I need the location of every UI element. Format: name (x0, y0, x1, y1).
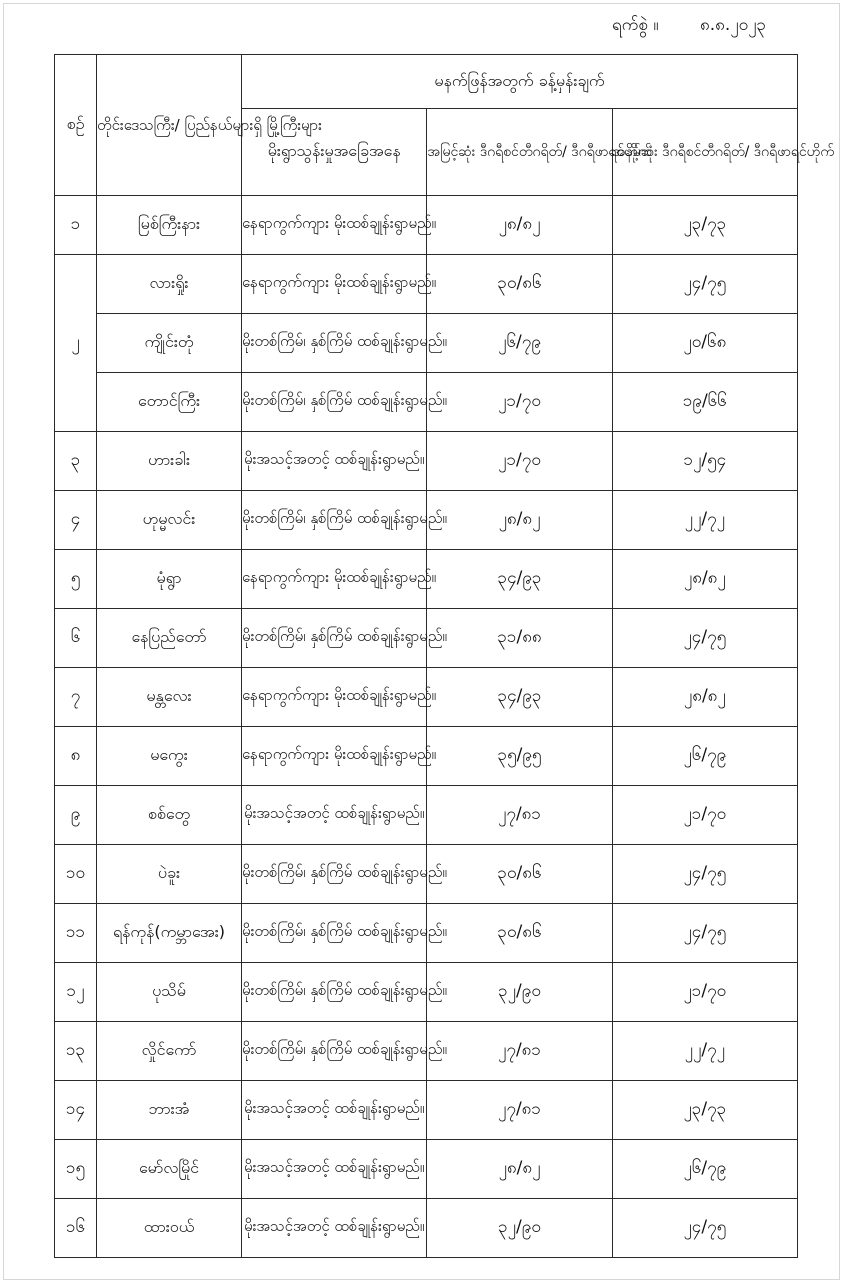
cell-max-temp: ၃၂/၉၀ (427, 963, 612, 1022)
table-row (55, 314, 798, 373)
cell-rain-condition: မိုးတစ်ကြိမ်၊ နှစ်ကြိမ် ထစ်ချုန်းရွာမည်။ (242, 609, 427, 668)
header-serial-no: စဉ် (55, 55, 97, 196)
cell-rain-condition: နေရာကွက်ကျား မိုးထစ်ချုန်းရွာမည်။ (242, 727, 427, 786)
cell-rain-condition: မိုးတစ်ကြိမ်၊ နှစ်ကြိမ် ထစ်ချုန်းရွာမည်။ (242, 491, 427, 550)
cell-rain-condition: မိုးအသင့်အတင့် ထစ်ချုန်းရွာမည်။ (242, 1140, 427, 1199)
cell-min-temp: ၂၃/၇၃ (612, 196, 797, 255)
cell-rain-condition: နေရာကွက်ကျား မိုးထစ်ချုန်းရွာမည်။ (242, 255, 427, 314)
cell-max-temp: ၂၆/၇၉ (427, 314, 612, 373)
cell-max-temp: ၃၄/၉၃ (427, 550, 612, 609)
cell-serial-no: ၂ (55, 255, 97, 432)
header-rain-condition: မိုးရွာသွန်းမှုအခြေအနေ (242, 109, 427, 196)
cell-city: ရန်ကုန်(ကမ္ဘာအေး) (97, 904, 242, 963)
table-row (55, 255, 798, 314)
cell-max-temp: ၃၂/၉၀ (427, 1199, 612, 1258)
table-row (55, 550, 798, 609)
table-row (55, 196, 798, 255)
cell-serial-no: ၁၂ (55, 963, 97, 1022)
cell-min-temp: ၂၄/၇၅ (612, 255, 797, 314)
cell-min-temp: ၂၈/၈၂ (612, 668, 797, 727)
cell-serial-no: ၁၃ (55, 1022, 97, 1081)
cell-min-temp: ၂၁/၇၀ (612, 963, 797, 1022)
cell-city: ဟုမ္မလင်း (97, 491, 242, 550)
cell-city: ပဲခူး (97, 845, 242, 904)
cell-serial-no: ၁၄ (55, 1081, 97, 1140)
cell-min-temp: ၂၀/၆၈ (612, 314, 797, 373)
cell-min-temp: ၂၄/၇၅ (612, 1199, 797, 1258)
header-forecast-group: မနက်ဖြန်အတွက် ခန့်မှန်းချက် (242, 55, 798, 109)
cell-min-temp: ၂၁/၇၀ (612, 786, 797, 845)
cell-rain-condition: နေရာကွက်ကျား မိုးထစ်ချုန်းရွာမည်။ (242, 196, 427, 255)
cell-serial-no: ၄ (55, 491, 97, 550)
forecast-table (54, 54, 835, 1258)
cell-min-temp: ၂၈/၈၂ (612, 550, 797, 609)
cell-rain-condition: မိုးအသင့်အတင့် ထစ်ချုန်းရွာမည်။ (242, 786, 427, 845)
cell-serial-no: ၁ (55, 196, 97, 255)
cell-rain-condition: မိုးတစ်ကြိမ်၊ နှစ်ကြိမ် ထစ်ချုန်းရွာမည်။ (242, 1022, 427, 1081)
table-row (55, 963, 798, 1022)
cell-max-temp: ၃၀/၈၆ (427, 255, 612, 314)
cell-rain-condition: မိုးတစ်ကြိမ်၊ နှစ်ကြိမ် ထစ်ချုန်းရွာမည်။ (242, 845, 427, 904)
table-row (55, 668, 798, 727)
cell-min-temp: ၁၉/၆၆ (612, 373, 797, 432)
cell-rain-condition: မိုးအသင့်အတင့် ထစ်ချုန်းရွာမည်။ (242, 1199, 427, 1258)
cell-max-temp: ၃၅/၉၅ (427, 727, 612, 786)
cell-city: ပုသိမ် (97, 963, 242, 1022)
header-max-temp: အမြင့်ဆုံး ဒီဂရီစင်တီဂရိတ်/ ဒီဂရီဖာရင်ဟိုက် (427, 109, 612, 196)
cell-max-temp: ၃၁/၈၈ (427, 609, 612, 668)
table-row (55, 373, 798, 432)
cell-max-temp: ၂၈/၈၂ (427, 196, 612, 255)
cell-city: ထားဝယ် (97, 1199, 242, 1258)
cell-min-temp: ၁၂/၅၄ (612, 432, 797, 491)
cell-max-temp: ၂၈/၈၂ (427, 491, 612, 550)
cell-city: လားရှိုး (97, 255, 242, 314)
cell-min-temp: ၂၆/၇၉ (612, 1140, 797, 1199)
cell-city: လှိုင်ကော် (97, 1022, 242, 1081)
cell-max-temp: ၃၄/၉၃ (427, 668, 612, 727)
cell-max-temp: ၃၀/၈၆ (427, 845, 612, 904)
cell-city: နေပြည်တော် (97, 609, 242, 668)
table-row (55, 727, 798, 786)
table-row (55, 1140, 798, 1199)
cell-serial-no: ၆ (55, 609, 97, 668)
cell-min-temp: ၂၂/၇၂ (612, 491, 797, 550)
date-label: ရက်စွဲ ။ (612, 15, 659, 35)
cell-city: မြစ်ကြီးနား (97, 196, 242, 255)
header-min-temp: အနိမ့်ဆုံး ဒီဂရီစင်တီဂရိတ်/ ဒီဂရီဖာရင်ဟိုက် (612, 109, 797, 196)
cell-max-temp: ၂၇/၈၁ (427, 1081, 612, 1140)
cell-serial-no: ၈ (55, 727, 97, 786)
cell-city: ဟားခါး (97, 432, 242, 491)
cell-rain-condition: နေရာကွက်ကျား မိုးထစ်ချုန်းရွာမည်။ (242, 668, 427, 727)
header-city: တိုင်းဒေသကြီး/ ပြည်နယ်များရှိ မြို့ကြီးများ (97, 55, 242, 196)
cell-min-temp: ၂၃/၇၃ (612, 1081, 797, 1140)
cell-city: ကျိုင်းတုံ (97, 314, 242, 373)
cell-max-temp: ၂၁/၇၀ (427, 432, 612, 491)
table-row (55, 1199, 798, 1258)
cell-city: စစ်တွေ (97, 786, 242, 845)
cell-serial-no: ၉ (55, 786, 97, 845)
cell-max-temp: ၂၈/၈၂ (427, 1140, 612, 1199)
table-row (55, 609, 798, 668)
cell-serial-no: ၁၆ (55, 1199, 97, 1258)
cell-serial-no: ၅ (55, 550, 97, 609)
cell-min-temp: ၂၆/၇၉ (612, 727, 797, 786)
table-row (55, 786, 798, 845)
cell-rain-condition: မိုးတစ်ကြိမ်၊ နှစ်ကြိမ် ထစ်ချုန်းရွာမည်။ (242, 904, 427, 963)
cell-max-temp: ၃၀/၈၆ (427, 904, 612, 963)
table-row (55, 432, 798, 491)
cell-serial-no: ၁၀ (55, 845, 97, 904)
cell-rain-condition: မိုးတစ်ကြိမ်၊ နှစ်ကြိမ် ထစ်ချုန်းရွာမည်။ (242, 373, 427, 432)
table-row (55, 491, 798, 550)
cell-rain-condition: မိုးတစ်ကြိမ်၊ နှစ်ကြိမ် ထစ်ချုန်းရွာမည်။ (242, 314, 427, 373)
cell-min-temp: ၂၄/၇၅ (612, 845, 797, 904)
cell-max-temp: ၂၁/၇၀ (427, 373, 612, 432)
table-row (55, 904, 798, 963)
cell-max-temp: ၂၇/၈၁ (427, 1022, 612, 1081)
cell-serial-no: ၇ (55, 668, 97, 727)
cell-serial-no: ၃ (55, 432, 97, 491)
cell-serial-no: ၁၅ (55, 1140, 97, 1199)
cell-serial-no: ၁၁ (55, 904, 97, 963)
cell-city: ဘားအံ (97, 1081, 242, 1140)
cell-rain-condition: မိုးအသင့်အတင့် ထစ်ချုန်းရွာမည်။ (242, 1081, 427, 1140)
cell-rain-condition: မိုးတစ်ကြိမ်၊ နှစ်ကြိမ် ထစ်ချုန်းရွာမည်။ (242, 963, 427, 1022)
date-value: ၈.၈.၂၀၂၃ (700, 15, 767, 35)
table-row (55, 845, 798, 904)
cell-min-temp: ၂၂/၇၂ (612, 1022, 797, 1081)
cell-city: မန္တလေး (97, 668, 242, 727)
cell-city: မုံရွာ (97, 550, 242, 609)
document-header (0, 8, 843, 44)
cell-city: မကွေး (97, 727, 242, 786)
table-row (55, 1022, 798, 1081)
cell-max-temp: ၂၇/၈၁ (427, 786, 612, 845)
cell-min-temp: ၂၄/၇၅ (612, 904, 797, 963)
cell-rain-condition: နေရာကွက်ကျား မိုးထစ်ချုန်းရွာမည်။ (242, 550, 427, 609)
cell-city: တောင်ကြီး (97, 373, 242, 432)
cell-rain-condition: မိုးအသင့်အတင့် ထစ်ချုန်းရွာမည်။ (242, 432, 427, 491)
table-row (55, 1081, 798, 1140)
cell-min-temp: ၂၄/၇၅ (612, 609, 797, 668)
cell-city: မော်လမြိုင် (97, 1140, 242, 1199)
